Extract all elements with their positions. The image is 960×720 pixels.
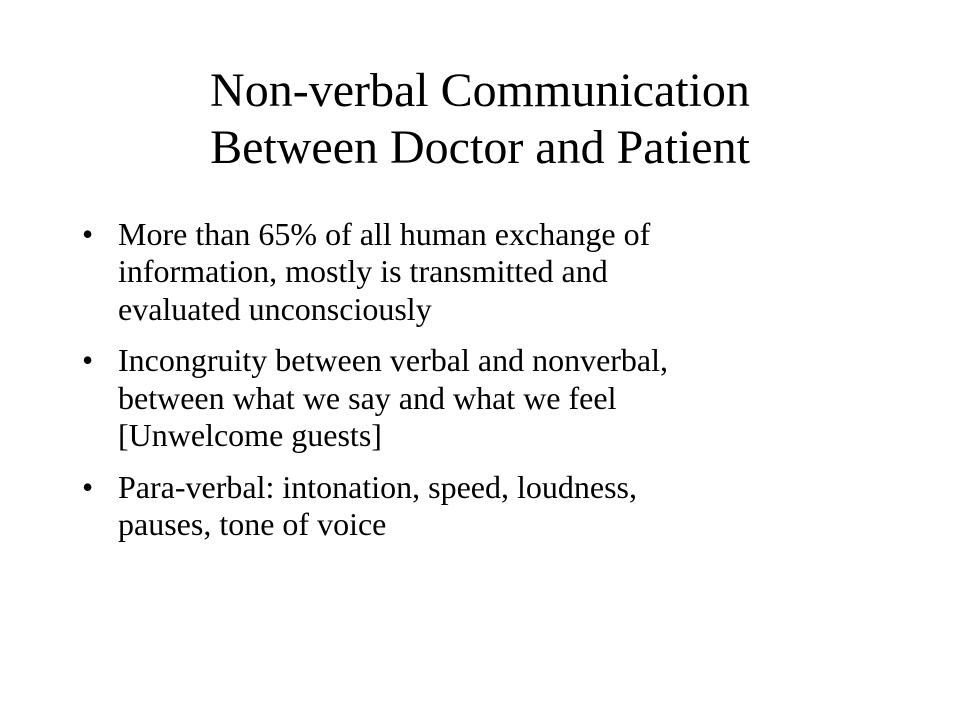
bullet-1-line-1: More than 65% of all human exchange of: [118, 216, 651, 252]
slide-title-line-1: Non-verbal Communication: [210, 64, 750, 117]
bullet-1-line-3: evaluated unconsciously: [118, 290, 432, 327]
slide-title-line-2: Between Doctor and Patient: [210, 121, 750, 175]
bullet-item-1: [80, 216, 860, 328]
bullet-1-line-2: information, mostly is transmitted and: [118, 253, 608, 290]
bullet-2-line-3: [Unwelcome guests]: [118, 417, 382, 454]
bullet-3-line-2: pauses, tone of voice: [118, 506, 387, 543]
bullet-2-line-2: between what we say and what we feel: [118, 379, 617, 416]
bullet-marker-icon: •: [82, 468, 94, 505]
bullet-item-2: [80, 342, 860, 454]
bullet-3-line-1: Para-verbal: intonation, speed, loudness,: [118, 468, 637, 505]
bullet-item-3: [80, 469, 860, 544]
slide-title: [60, 62, 900, 176]
bullet-2-line-1: Incongruity between verbal and nonverbal,: [118, 342, 669, 379]
bullet-list: [80, 216, 860, 558]
bullet-marker-icon: •: [82, 342, 94, 379]
bullet-marker-icon: •: [82, 216, 94, 252]
